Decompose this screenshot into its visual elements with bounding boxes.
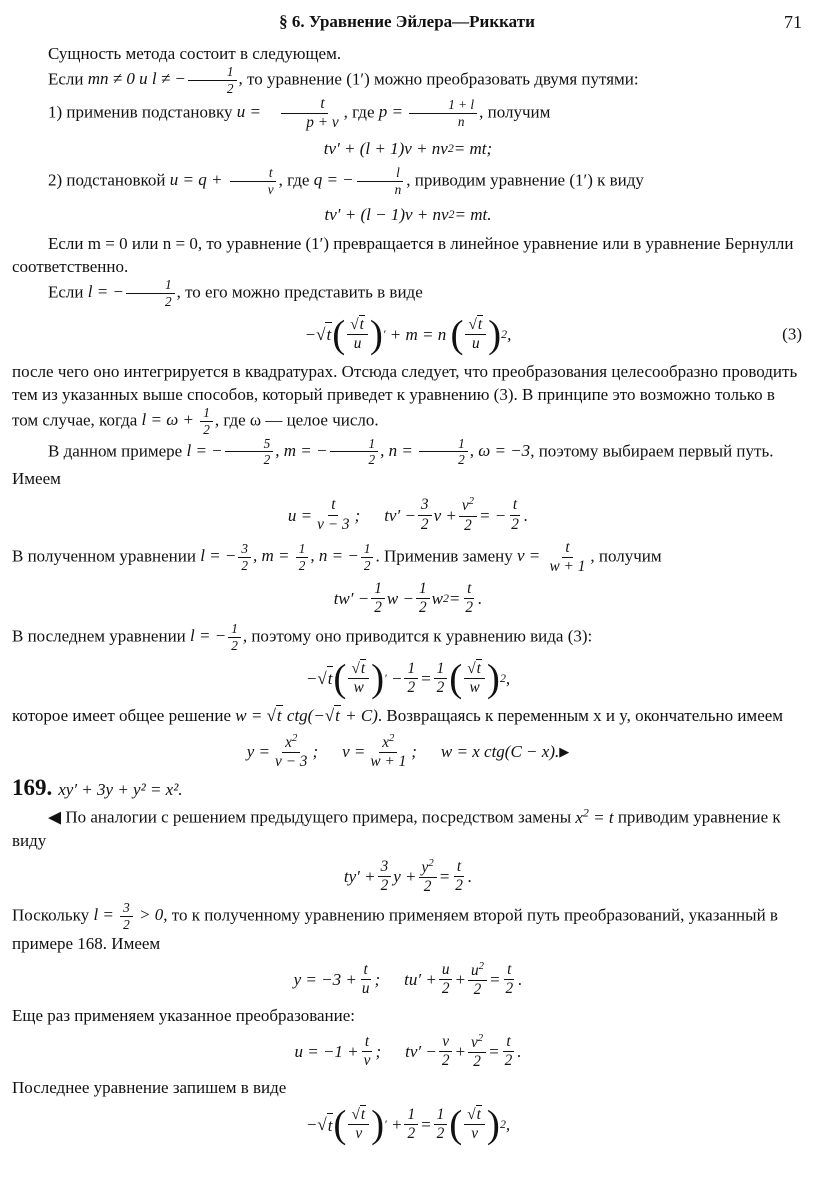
inline-formula: u = $\frac{t}{p + v}$ <box>236 94 339 131</box>
paragraph: В данном примере l = − $\frac{5}{2}$ , m = − $\frac{1}{2}$ , n = $\frac{1}{2}$ , ω = −3, поэтому выбираем первый путь. Имеем <box>12 435 774 489</box>
page-header <box>0 8 814 38</box>
paragraph: Если mn ≠ 0 и l ≠ − $\frac{1}{2}$ , то уравнение (1′) можно преобразовать двумя путями: <box>48 64 639 96</box>
inline-formula: l = $\frac{3}{2}$ > 0 <box>93 899 164 932</box>
inline-formula: p = $\frac{1 + l}{n}$ <box>379 102 479 121</box>
paragraph: Если l = − $\frac{1}{2}$ , то его можно представить в виде <box>48 276 423 309</box>
display-formula: − √ t ( $\frac{√t}{v}$ ) ′ + $\frac{1}{2}$ = $\frac{1}{2}$ ( $\frac{√t}{v}$ ) 2 , <box>305 1102 511 1146</box>
paragraph: Поскольку l = $\frac{3}{2}$ > 0, то к полученному уравнению применяем второй путь преобразований, указанный в примере 168. Имеем <box>12 899 778 953</box>
inline-formula: v = $\frac{t}{w + 1}$ <box>517 538 586 575</box>
display-formula: tv′ + (l + 1)v + nv 2 = mt; <box>323 138 493 158</box>
display-formula: − √ t ( $\frac{√t}{w}$ ) ′ − $\frac{1}{2}$ = $\frac{1}{2}$ ( $\frac{√t}{w}$ ) 2 , <box>305 656 511 700</box>
paragraph: В последнем уравнении l = − $\frac{1}{2}$ , поэтому оно приводится к уравнению вида (3): <box>12 620 593 653</box>
inline-formula: u = q + $\frac{t}{v}$ <box>169 164 274 197</box>
paragraph: 1) применив подстановку u = $\frac{t}{p + v}$ , где p = $\frac{1 + l}{n}$ , получим <box>48 94 551 131</box>
paragraph: Последнее уравнение запишем в виде <box>12 1077 287 1097</box>
paragraph: В полученном уравнении l = − $\frac{3}{2}$ , m = $\frac{1}{2}$ , n = − $\frac{1}{2}$ . Применив замену v = $\frac{t}{w + 1}$ , получим <box>12 538 662 575</box>
paragraph: Еще раз применяем указанное преобразование: <box>12 1005 356 1025</box>
inline-formula: $x^2 = t$ <box>575 804 614 827</box>
running-title: § 6. Уравнение Эйлера—Риккати <box>279 12 535 31</box>
inline-formula: l = ω + $\frac{1}{2}$ <box>142 410 215 429</box>
inline-formula: mn ≠ 0 и l ≠ − $\frac{1}{2}$ , <box>87 64 243 96</box>
equation-number: (3) <box>782 324 802 344</box>
inline-formula: l = − $\frac{1}{2}$ <box>190 626 243 645</box>
inline-formula: l = − $\frac{1}{2}$ <box>88 282 177 301</box>
inline-formula: q = − $\frac{l}{n}$ <box>313 164 402 197</box>
inline-formula: l = − $\frac{5}{2}$ , m = − $\frac{1}{2}$ , n = $\frac{1}{2}$ , ω = −3 <box>186 435 531 468</box>
paragraph: Сущность метода состоит в следующем. <box>48 44 342 63</box>
display-formula: y = $\frac{x^2}{v - 3}$ ; v = $\frac{x^2}{w + 1}$ ; w = x ctg(C − x). ▶ <box>246 731 570 770</box>
display-formula: y = −3 + $\frac{t}{u}$ ; tu′ + $\frac{u}{2}$ + $\frac{u^2}{2}$ = $\frac{t}{2}$ . <box>293 959 523 998</box>
inline-formula: l = − $\frac{3}{2}$ , m = $\frac{1}{2}$ , n = − $\frac{1}{2}$ <box>200 546 375 565</box>
paragraph: которое имеет общее решение w = √t ctg(−√t + C). Возвращаясь к переменным x и y, окончательно имеем <box>12 705 784 725</box>
display-formula: tv′ + (l − 1)v + nv 2 = mt. <box>324 204 492 224</box>
display-formula-3: − √ t ( $\frac{√t}{u}$ ) ′ + m = n ( $\frac{√t}{u}$ ) 2 , (3) <box>304 312 802 356</box>
display-formula: ty′ + $\frac{3}{2}$ y + $\frac{y^2}{2}$ = $\frac{t}{2}$ . <box>343 856 473 895</box>
display-formula: u = $\frac{t}{v - 3}$ ; tv′ − $\frac{3}{2}$ v + $\frac{v^2}{2}$ = − $\frac{t}{2}$ . <box>287 495 529 534</box>
display-formula: tw′ − $\frac{1}{2}$ w − $\frac{1}{2}$ w 2 = $\frac{t}{2}$ . <box>333 579 483 616</box>
paragraph: после чего оно интегрируется в квадратурах. Отсюда следует, что преобразования целесообразно проводить тем из указанных выше способов, который приведет к уравнению (3). В принципе это возможно только в том случае, когда l = ω + $\frac{1}{2}$ , где ω — целое число. <box>12 361 798 437</box>
paragraph: ◀ По аналогии с решением предыдущего примера, посредством замены $x^2 = t$ приводим уравнение к виду <box>12 804 781 850</box>
paragraph: 2) подстановкой u = q + $\frac{t}{v}$ , где q = − $\frac{l}{n}$ , приводим уравнение (1′) к виду <box>48 164 644 197</box>
inline-formula: w = √t ctg(−√t + C) <box>235 705 378 725</box>
page-body <box>12 42 804 1150</box>
problem-number: 169. <box>12 774 53 800</box>
page-number: 71 <box>784 12 802 32</box>
end-of-solution-icon: ▶ <box>559 743 570 759</box>
display-formula: u = −1 + $\frac{t}{v}$ ; tv′ − $\frac{v}{2}$ + $\frac{v^2}{2}$ = $\frac{t}{2}$ . <box>294 1031 522 1070</box>
paragraph: Если m = 0 или n = 0, то уравнение (1′) превращается в линейное уравнение или в уравнение Бернулли соответственно. <box>12 233 794 276</box>
problem-statement: 169. xy′ + 3y + y² = x². <box>12 774 183 800</box>
